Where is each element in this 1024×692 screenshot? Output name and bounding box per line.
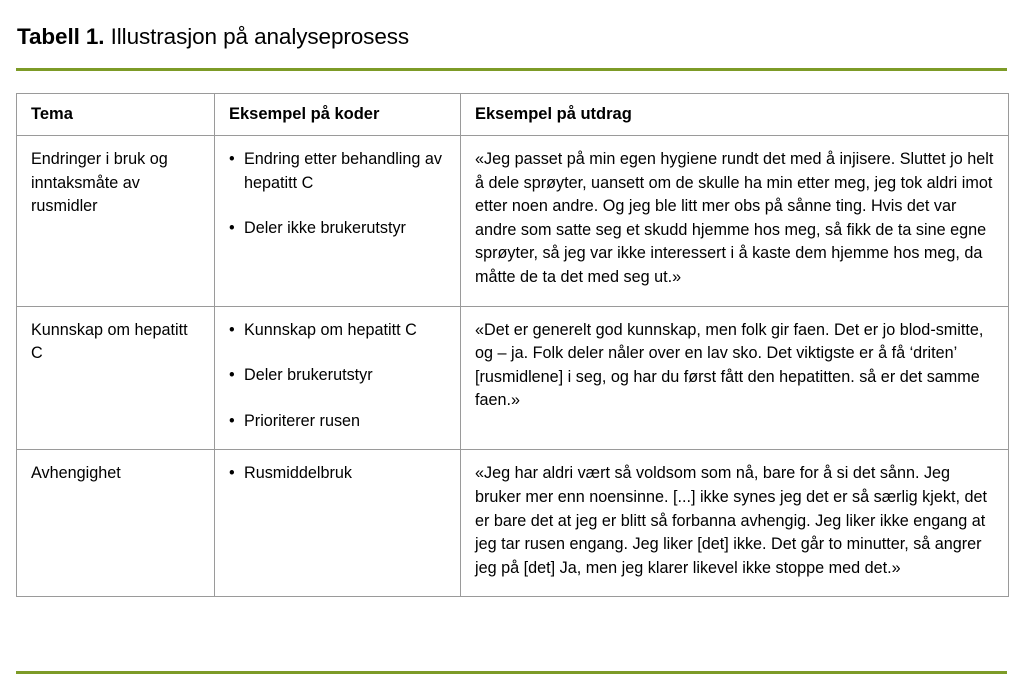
theme-text: Kunnskap om hepatitt C [31,320,188,363]
codes-list [229,319,448,434]
caption-label: Tabell 1. [17,24,105,49]
quote-text: «Jeg passet på min egen hygiene rundt det med å injisere. Sluttet jo helt å dele sprøyter, uansett om de skulle ha min etter meg, jeg tok aldri imot etter noen andre. Og jeg ble litt mer obs på sånne ting. Hvis det var andre som satte seg et skudd hjemme hos meg, så fikk de ta sine egne sprøyter, så jeg var ikke interessert i å kaste dem hjemme hos meg, da måtte de ta det med seg ut.» [475,150,994,286]
table-body [17,136,1009,597]
table-caption [17,22,409,52]
codes-cell [215,136,461,307]
theme-cell [17,450,215,597]
column-header-tema: Tema [17,94,215,136]
codes-cell [215,450,461,597]
list-item: • Kunnskap om hepatitt C [229,319,448,343]
codes-cell [215,306,461,450]
list-item: • Rusmiddelbruk [229,462,448,486]
quote-cell [461,450,1009,597]
column-header-koder: Eksempel på koder [215,94,461,136]
column-header-utdrag: Eksempel på utdrag [461,94,1009,136]
theme-text: Avhengighet [31,464,121,483]
quote-text: «Jeg har aldri vært så voldsom som nå, bare for å si det sånn. Jeg bruker mer enn noensinne. [...] ikke synes jeg det er så særlig kjekt, det er bare det at jeg er blitt så forbanna avhengig. Jeg liker ikke engang at jeg tar rusen engang. Jeg liker [det] ikke. Det går to minutter, så angrer jeg på [det] Ja, men jeg klarer likevel ikke stoppe med det.» [475,464,987,577]
theme-text: Endringer i bruk og inntaksmåte av rusmidler [31,150,168,216]
list-item: • Deler ikke brukerutstyr [229,217,448,241]
codes-list [229,462,448,486]
list-item: • Deler brukerutstyr [229,364,448,388]
list-item: • Prioriterer rusen [229,410,448,434]
quote-cell [461,306,1009,450]
analysis-table [16,93,1009,597]
figure-divider-rule-bottom [16,671,1007,674]
quote-text: «Det er generelt god kunnskap, men folk gir faen. Det er jo blod-smitte, og – ja. Folk deler nåler over en lav sko. Det viktigste er å få ‘driten’ [rusmidlene] i seg, og har du først fått den hepatitten. så er det samme faen.» [475,320,984,410]
theme-cell [17,306,215,450]
table-header-row [17,94,1009,136]
table-row [17,450,1009,597]
codes-list [229,148,448,241]
table-header [17,94,1009,136]
table-row [17,306,1009,450]
caption-text: Illustrasjon på analyseprosess [104,24,410,49]
theme-cell [17,136,215,307]
table-row [17,136,1009,307]
table-container [16,93,1008,597]
caption-divider-rule-top [16,68,1007,71]
quote-cell [461,136,1009,307]
list-item: • Endring etter behandling av hepatitt C [229,148,448,195]
